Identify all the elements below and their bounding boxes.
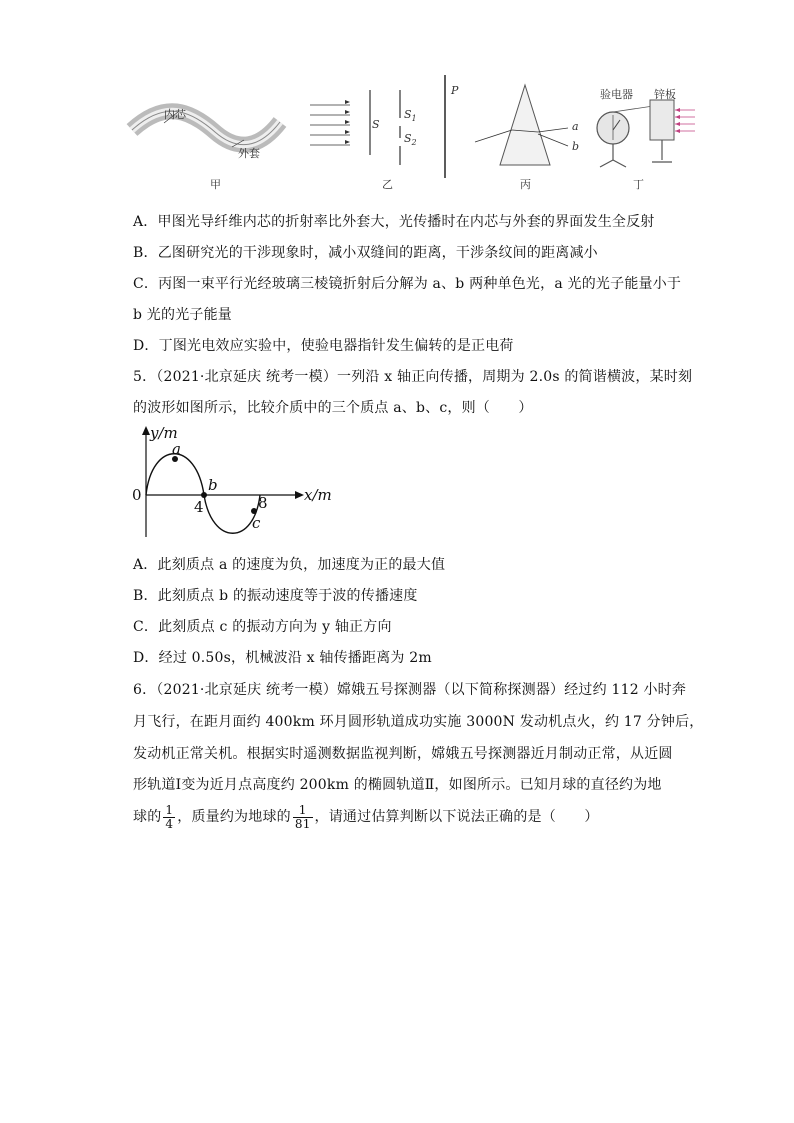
fiber-diagram <box>132 111 280 147</box>
fraction-2-numerator: 1 <box>293 804 313 818</box>
q6-line5 <box>133 802 599 832</box>
caption-yi: 乙 <box>382 178 393 191</box>
q6-line2: 月飞行，在距月面约 400km 环月圆形轨道成功实施 3000N 发动机点火，约 17 分钟后， <box>133 714 704 730</box>
point-b-label: b <box>208 476 218 494</box>
label-slit-s2 <box>404 132 417 147</box>
q6-line5-prefix: 球的 <box>133 809 162 825</box>
label-slit-s: S <box>372 118 380 131</box>
prism-diagram <box>475 85 568 165</box>
x-axis-label-text: x/m <box>304 486 332 504</box>
tick-4-label: 4 <box>194 498 204 516</box>
fraction-one-eighty-first <box>293 804 313 831</box>
caption-bing: 丙 <box>520 178 531 191</box>
label-slit-s1 <box>404 108 417 123</box>
fraction-2-denominator: 81 <box>294 816 311 831</box>
y-axis-arrow <box>142 426 150 435</box>
q4-option-c-line2: b 光的光子能量 <box>133 307 233 323</box>
q5-option-b: B．此刻质点 b 的振动速度等于波的传播速度 <box>133 588 418 604</box>
label-electroscope: 验电器 <box>600 88 633 101</box>
x-axis-arrow <box>295 491 304 499</box>
label-s2-sub: 2 <box>411 138 417 148</box>
q5-stem-line1: 5．（2021·北京延庆 统考一模）一列沿 x 轴正向传播，周期为 2.0s 的简谐横波，某时刻 <box>133 369 693 385</box>
y-axis-label-text: y/m <box>150 424 178 442</box>
caption-jia: 甲 <box>210 178 221 191</box>
q6-line1: 6．（2021·北京延庆 统考一模）嫦娥五号探测器（以下简称探测器）经过约 112 小时奔 <box>133 682 687 698</box>
label-s2-letter: S <box>404 132 412 145</box>
q5-option-d: D．经过 0.50s，机械波沿 x 轴传播距离为 2m <box>133 650 432 666</box>
q5-stem-line2: 的波形如图所示，比较介质中的三个质点 a、b、c，则（ ） <box>133 400 533 416</box>
q5-option-a: A．此刻质点 a 的速度为负，加速度为正的最大值 <box>133 557 446 573</box>
label-screen-p: P <box>451 84 459 97</box>
q6-line4: 形轨道Ⅰ变为近月点高度约 200km 的椭圆轨道Ⅱ，如图所示。已知月球的直径约为地 <box>133 777 662 793</box>
x-axis-label <box>304 486 332 504</box>
label-s1-letter: S <box>404 108 412 121</box>
point-a-label: a <box>172 440 181 458</box>
q6-line5-middle: ，质量约为地球的 <box>177 809 291 825</box>
wave-graph <box>130 422 340 547</box>
label-s1-sub: 1 <box>411 114 417 124</box>
fraction-one-quarter <box>163 804 175 831</box>
caption-ding: 丁 <box>633 178 644 191</box>
label-ray-a: a <box>572 120 579 133</box>
fraction-1-numerator: 1 <box>165 802 174 817</box>
point-c-label: c <box>252 514 261 532</box>
tick-8-label: 8 <box>258 494 268 512</box>
q4-option-a: A．甲图光导纤维内芯的折射率比外套大，光传播时在内芯与外套的界面发生全反射 <box>133 214 655 230</box>
q4-option-c-line1: C．丙图一束平行光经玻璃三棱镜折射后分解为 a、b 两种单色光，a 光的光子能量小于 <box>133 276 682 292</box>
label-outer-sheath: 外套 <box>238 147 260 160</box>
figure-optics-panels <box>120 70 700 195</box>
label-inner-core: 内芯 <box>164 108 186 121</box>
q4-option-d: D．丁图光电效应实验中，使验电器指针发生偏转的是正电荷 <box>133 338 514 354</box>
q4-option-b: B．乙图研究光的干涉现象时，减小双缝间的距离，干涉条纹间的距离减小 <box>133 245 598 261</box>
photoelectric-diagram <box>597 100 695 167</box>
label-zinc-plate: 锌板 <box>654 88 676 101</box>
origin-label: 0 <box>132 486 142 504</box>
q6-line5-suffix: ，请通过估算判断以下说法正确的是（ ） <box>314 809 599 825</box>
q6-line3: 发动机正常关机。根据实时遥测数据监视判断，嫦娥五号探测器近月制动正常，从近圆 <box>133 746 673 762</box>
fraction-1-denominator: 4 <box>165 816 174 831</box>
label-ray-b: b <box>572 140 580 153</box>
q5-option-c: C．此刻质点 c 的振动方向为 y 轴正方向 <box>133 619 392 635</box>
